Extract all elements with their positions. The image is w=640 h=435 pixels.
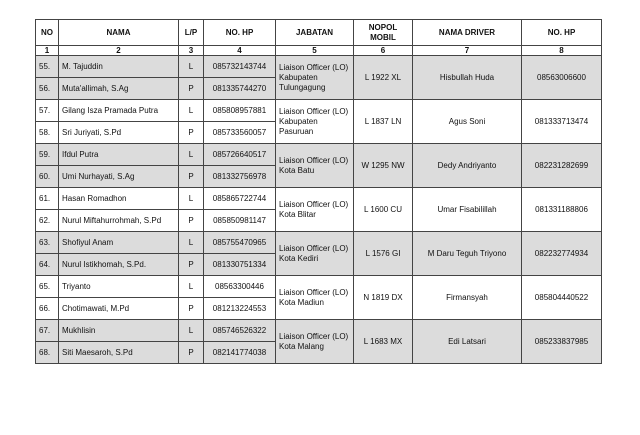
- row-lp: L: [179, 100, 204, 122]
- row-jabatan: Liaison Officer (LO) Kabupaten Tulungagung: [276, 56, 354, 100]
- row-driver-hp: 082232774934: [522, 232, 602, 276]
- row-nopol: N 1819 DX: [354, 276, 413, 320]
- row-no: 64.: [36, 254, 59, 276]
- header-driver-hp: NO. HP: [522, 20, 602, 46]
- row-hp: 085850981147: [204, 210, 276, 232]
- table-row: [36, 320, 602, 342]
- row-no: 61.: [36, 188, 59, 210]
- row-driver: M Daru Teguh Triyono: [413, 232, 522, 276]
- row-no: 68.: [36, 342, 59, 364]
- row-hp: 082141774038: [204, 342, 276, 364]
- row-driver-hp: 085233837985: [522, 320, 602, 364]
- row-nama: M. Tajuddin: [59, 56, 179, 78]
- row-driver: Edi Latsari: [413, 320, 522, 364]
- row-jabatan: Liaison Officer (LO) Kota Madiun: [276, 276, 354, 320]
- row-hp: 085726640517: [204, 144, 276, 166]
- row-lp: P: [179, 166, 204, 188]
- row-nama: Gilang Isza Pramada Putra: [59, 100, 179, 122]
- row-driver-hp: 085804440522: [522, 276, 602, 320]
- column-number: 8: [522, 46, 602, 56]
- row-jabatan: Liaison Officer (LO) Kota Blitar: [276, 188, 354, 232]
- column-number: 1: [36, 46, 59, 56]
- row-lp: L: [179, 188, 204, 210]
- row-lp: P: [179, 298, 204, 320]
- row-hp: 085732143744: [204, 56, 276, 78]
- row-hp: 081332756978: [204, 166, 276, 188]
- row-jabatan: Liaison Officer (LO) Kota Malang: [276, 320, 354, 364]
- row-no: 56.: [36, 78, 59, 100]
- column-number: 2: [59, 46, 179, 56]
- row-lp: L: [179, 144, 204, 166]
- row-no: 62.: [36, 210, 59, 232]
- row-nopol: L 1600 CU: [354, 188, 413, 232]
- row-hp: 085733560057: [204, 122, 276, 144]
- row-nama: Nurul Istikhomah, S.Pd.: [59, 254, 179, 276]
- row-lp: L: [179, 276, 204, 298]
- row-no: 65.: [36, 276, 59, 298]
- row-nopol: L 1576 GI: [354, 232, 413, 276]
- row-hp: 085755470965: [204, 232, 276, 254]
- row-no: 60.: [36, 166, 59, 188]
- row-lp: P: [179, 210, 204, 232]
- row-nama: Chotimawati, M.Pd: [59, 298, 179, 320]
- row-nama: Siti Maesaroh, S.Pd: [59, 342, 179, 364]
- row-hp: 081335744270: [204, 78, 276, 100]
- row-driver: Dedy Andriyanto: [413, 144, 522, 188]
- row-nama: Mukhlisin: [59, 320, 179, 342]
- row-nopol: L 1837 LN: [354, 100, 413, 144]
- row-no: 63.: [36, 232, 59, 254]
- row-nama: Sri Juriyati, S.Pd: [59, 122, 179, 144]
- column-number: 5: [276, 46, 354, 56]
- row-driver-hp: 082231282699: [522, 144, 602, 188]
- row-no: 55.: [36, 56, 59, 78]
- row-nama: Ifdul Putra: [59, 144, 179, 166]
- row-driver: Umar Fisabilillah: [413, 188, 522, 232]
- row-driver: Firmansyah: [413, 276, 522, 320]
- header-jabatan: JABATAN: [276, 20, 354, 46]
- row-nopol: W 1295 NW: [354, 144, 413, 188]
- table-row: [36, 232, 602, 254]
- row-nama: Muta'allimah, S.Ag: [59, 78, 179, 100]
- table-row: [36, 144, 602, 166]
- table-row: [36, 188, 602, 210]
- row-driver-hp: 081331188806: [522, 188, 602, 232]
- row-driver-hp: 081333713474: [522, 100, 602, 144]
- column-number-row: [36, 46, 602, 56]
- header-nama: NAMA: [59, 20, 179, 46]
- row-driver-hp: 08563006600: [522, 56, 602, 100]
- row-lp: L: [179, 232, 204, 254]
- row-no: 57.: [36, 100, 59, 122]
- row-driver: Hisbullah Huda: [413, 56, 522, 100]
- row-nama: Nurul Miftahurrohmah, S.Pd: [59, 210, 179, 232]
- row-jabatan: Liaison Officer (LO) Kota Batu: [276, 144, 354, 188]
- header-no-hp: NO. HP: [204, 20, 276, 46]
- row-hp: 085865722744: [204, 188, 276, 210]
- row-no: 59.: [36, 144, 59, 166]
- header-row: [36, 20, 602, 46]
- row-nama: Umi Nurhayati, S.Ag: [59, 166, 179, 188]
- column-number: 3: [179, 46, 204, 56]
- table-body: [36, 56, 602, 364]
- row-lp: P: [179, 254, 204, 276]
- row-hp: 085808957881: [204, 100, 276, 122]
- row-jabatan: Liaison Officer (LO) Kota Kediri: [276, 232, 354, 276]
- row-nama: Hasan Romadhon: [59, 188, 179, 210]
- row-no: 66.: [36, 298, 59, 320]
- row-driver: Agus Soni: [413, 100, 522, 144]
- table-row: [36, 100, 602, 122]
- row-nama: Shofiyul Anam: [59, 232, 179, 254]
- table-row: [36, 276, 602, 298]
- row-no: 58.: [36, 122, 59, 144]
- table-row: [36, 56, 602, 78]
- header-lp: L/P: [179, 20, 204, 46]
- row-lp: P: [179, 122, 204, 144]
- row-nama: Triyanto: [59, 276, 179, 298]
- row-lp: L: [179, 320, 204, 342]
- row-lp: P: [179, 78, 204, 100]
- row-hp: 085746526322: [204, 320, 276, 342]
- row-no: 67.: [36, 320, 59, 342]
- column-number: 4: [204, 46, 276, 56]
- row-nopol: L 1922 XL: [354, 56, 413, 100]
- row-lp: L: [179, 56, 204, 78]
- lo-assignment-table: [35, 19, 602, 364]
- row-hp: 081330751334: [204, 254, 276, 276]
- row-hp: 08563300446: [204, 276, 276, 298]
- row-nopol: L 1683 MX: [354, 320, 413, 364]
- header-nama-driver: NAMA DRIVER: [413, 20, 522, 46]
- column-number: 7: [413, 46, 522, 56]
- row-jabatan: Liaison Officer (LO) Kabupaten Pasuruan: [276, 100, 354, 144]
- row-lp: P: [179, 342, 204, 364]
- column-number: 6: [354, 46, 413, 56]
- row-hp: 081213224553: [204, 298, 276, 320]
- header-no: NO: [36, 20, 59, 46]
- header-nopol-mobil: NOPOL MOBIL: [354, 20, 413, 46]
